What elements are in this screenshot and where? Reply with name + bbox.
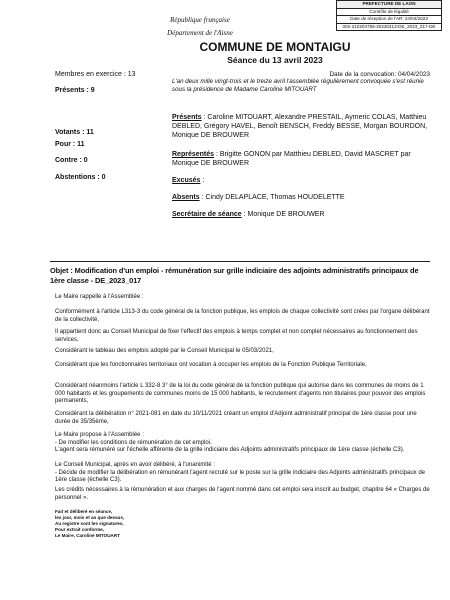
commune-title: COMMUNE DE MONTAIGU bbox=[199, 40, 351, 54]
pour-count: Pour : 11 bbox=[55, 141, 85, 148]
abstentions-count: Abstentions : 0 bbox=[55, 174, 106, 181]
secretaire-block: Secrétaire de séance : Monique DE BROUWER bbox=[172, 211, 325, 218]
paragraph: Le Maire rappelle à l'Assemblée : bbox=[55, 294, 144, 300]
seance-date: Séance du 13 avril 2023 bbox=[227, 55, 323, 65]
prefecture-stamp: PREFECTURE DE LAON Contrôle de légalité Date de réception de l'AR: 24/04/2023 002-210204756-20230413-DE_2023_017-DE bbox=[336, 0, 442, 31]
paragraph: Le Conseil Municipal, après en avoir délibéré, à l'unanimité : - Décide de modifier la délibération en rémunérant l'agent recruté sur le poste sur la grille indiciaire des Adjoints administratifs principaux de 1ère classe (échelle C3). bbox=[55, 462, 426, 484]
paragraph: Les crédits nécessaires à la rémunération et aux charges de l'agent nommé dans cet emploi sera inscrit au budget, chapitre 64 « Charges de personnel ». bbox=[55, 487, 430, 501]
absents-block: Absents : Cindy DELAPLACE, Thomas HOUDELETTE bbox=[172, 194, 345, 201]
objet-title: Objet : Modification d'un emploi - rémunération sur grille indiciaire des adjoints administratifs principaux de 1ère classe - DE_2023_017 bbox=[50, 261, 430, 286]
votants-count: Votants : 11 bbox=[55, 129, 94, 136]
paragraph: Considérant néanmoins l'article L 332-8 3° de la loi du code général de la fonction publique qui autorise dans les communes de moins de 1 000 habitants et les groupements de communes moins de 15 000 habitants, le recrutement d'agents non titulaires pour pouvoir des emplois permanents, bbox=[55, 383, 426, 405]
paragraph: Conformément à l'article L313-3 du code général de la fonction publique, les emplois de chaque collectivité sont crées par l'organe délibérant de la collectivité, bbox=[55, 309, 430, 323]
presents-count: Présents : 9 bbox=[55, 87, 95, 94]
contre-count: Contre : 0 bbox=[55, 157, 88, 164]
paragraph: Il appartient donc au Conseil Municipal de fixer l'effectif des emplois à temps complet et non complet nécessaires au fonctionnement des services, bbox=[55, 329, 418, 343]
excuses-block: Excusés : bbox=[172, 177, 205, 184]
signature-block: Fait et délibéré en séance, les jour, mois et an que dessus, Au registre sont les signatures, Pour extrait conforme, Le Maire, Caroline MITOUART bbox=[55, 509, 125, 538]
paragraph: Considérant le tableau des emplois adopté par le Conseil Municipal le 05/03/2021, bbox=[55, 348, 274, 354]
paragraph: Le Maire propose à l'Assemblée : - De modifier les conditions de rémunération de cet emploi. L'agent sera rémunéré sur l'échelle afférente de la grille indiciaire des Adjoints administratifs principaux de 1ère classe (échelle C3). bbox=[55, 432, 405, 454]
header-republique: République française Département de l'Aisne bbox=[167, 16, 233, 37]
convocation-date: Date de la convocation: 04/04/2023 bbox=[329, 71, 430, 78]
presents-block: Présents : Caroline MITOUART, Alexandre PRESTAIL, Aymeric COLAS, Matthieu DEBLED, Grégory HAVEL, Benoît BENSCH, Freddy BESSE, Morgan BOURDON, Monique DE BROUWER bbox=[172, 114, 428, 139]
membres-count: Membres en exercice : 13 bbox=[55, 71, 136, 78]
paragraph: Considérant la délibération n° 2021-081 en date du 10/11/2021 créant un emploi d'Adjoint administratif principal de 1ère classe pour une durée de 35/35ème, bbox=[55, 411, 417, 425]
paragraph: Considérant que les fonctionnaires territoriaux ont vocation à occuper les emplois de la Fonction Publique Territoriale, bbox=[55, 362, 367, 368]
representes-block: Représentés : Brigitte GONON par Matthieu DEBLED, David MASCRET par Monique DE BROUWER bbox=[172, 151, 411, 167]
intro-text: L'an deux mille vingt-trois et le treize avril l'assemblée régulièrement convoquée s'est réunie sous la présidence de Madame Caroline MITOUART bbox=[172, 78, 424, 93]
